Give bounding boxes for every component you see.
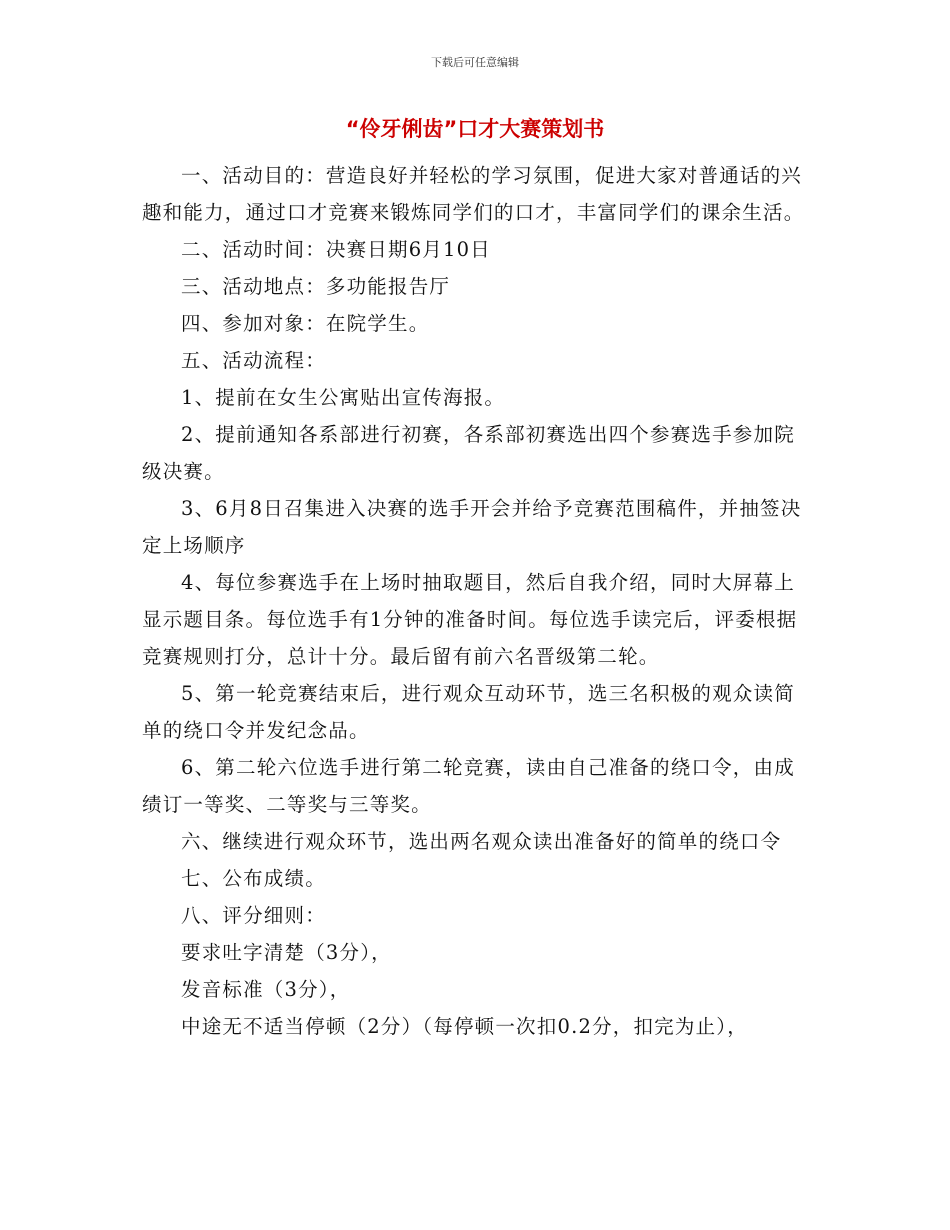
paragraph-step-5: 5、第一轮竞赛结束后，进行观众互动环节，选三名积极的观众读简单的绕口令并发纪念品。 xyxy=(142,682,795,742)
paragraph-participants: 四、参加对象：在院学生。 xyxy=(181,312,430,335)
paragraph-step-2: 2、提前通知各系部进行初赛，各系部初赛选出四个参赛选手参加院级决赛。 xyxy=(142,423,795,483)
header-note: 下载后可任意编辑 xyxy=(431,56,519,69)
paragraph-purpose: 一、活动目的：营造良好并轻松的学习氛围，促进大家对普通话的兴趣和能力，通过口才竞赛来锻炼同学们的口才，丰富同学们的课余生活。 xyxy=(142,164,805,224)
document-body xyxy=(142,157,808,1045)
paragraph-step-4: 4、每位参赛选手在上场时抽取题目，然后自我介绍，同时大屏幕上显示题目条。每位选手有1分钟的准备时间。每位选手读完后，评委根据竞赛规则打分，总计十分。最后留有前六名晋级第二轮。 xyxy=(142,571,798,668)
paragraph-scoring-pronunciation: 发音标准（3分）， xyxy=(181,978,351,1001)
paragraph-scoring-pauses: 中途无不适当停顿（2分）（每停顿一次扣0.2分，扣完为止）， xyxy=(181,1015,748,1038)
paragraph-step-3: 3、6月8日召集进入决赛的选手开会并给予竞赛范围稿件，并抽签决定上场顺序 xyxy=(142,497,802,557)
paragraph-step-1: 1、提前在女生公寓贴出宣传海报。 xyxy=(181,386,506,409)
paragraph-process-heading: 五、活动流程： xyxy=(181,349,326,372)
document-title: “伶牙俐齿”口才大赛策划书 xyxy=(345,117,605,141)
paragraph-results: 七、公布成绩。 xyxy=(181,867,326,890)
paragraph-scoring-heading: 八、评分细则： xyxy=(181,904,326,927)
paragraph-audience: 六、继续进行观众环节，选出两名观众读出准备好的简单的绕口令 xyxy=(181,830,782,853)
paragraph-scoring-clarity: 要求吐字清楚（3分）， xyxy=(181,941,392,964)
paragraph-location: 三、活动地点：多功能报告厅 xyxy=(181,275,451,298)
paragraph-step-6: 6、第二轮六位选手进行第二轮竞赛，读由自己准备的绕口令，由成绩订一等奖、二等奖与三等奖。 xyxy=(142,756,795,816)
paragraph-time: 二、活动时间：决赛日期6月10日 xyxy=(181,238,491,261)
